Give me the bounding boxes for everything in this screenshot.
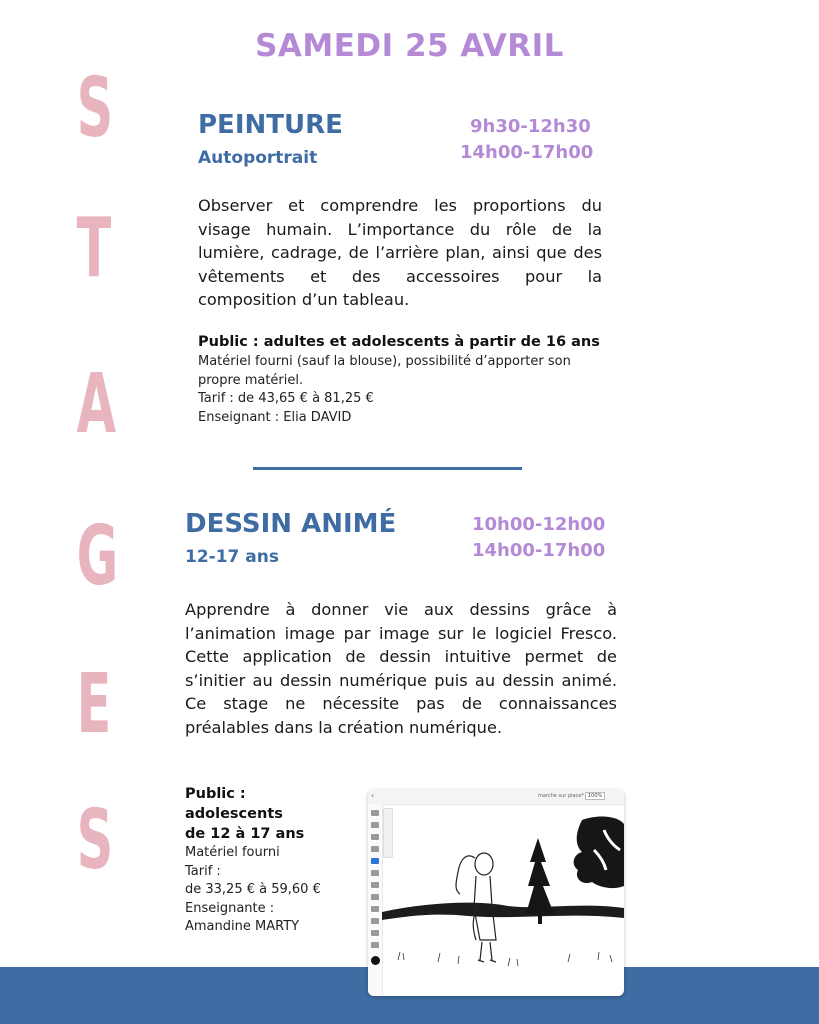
dessin-material: Matériel fourni — [185, 845, 280, 860]
side-title-letter: G — [76, 509, 119, 604]
document-name: marche sur place* — [538, 793, 584, 799]
peinture-hours-afternoon: 14h00-17h00 — [460, 142, 594, 163]
side-title-letter: S — [76, 793, 114, 888]
zoom-level: 100% — [585, 792, 605, 800]
dessin-hours — [472, 512, 605, 564]
side-title-letter: A — [76, 357, 116, 452]
peinture-hours-morning: 9h30-12h30 — [470, 116, 591, 137]
dessin-hours-afternoon: 14h00-17h00 — [472, 540, 606, 561]
dessin-subtitle: 12-17 ans — [185, 547, 279, 567]
dessin-title: DESSIN ANIMÉ — [185, 509, 397, 539]
event-date: SAMEDI 25 AVRIL — [255, 28, 564, 64]
side-title-letter: S — [76, 61, 114, 156]
dessin-teacher-label: Enseignante : — [185, 900, 275, 916]
section-divider — [253, 467, 522, 470]
dessin-description: Apprendre à donner vie aux dessins grâce à l’animation image par image sur le logiciel Fresco. Cette application de dessin intuitive permet de s’initier au dessin numérique puis au dessin animé. Ce stage ne nécessite pas de connaissances préalables dans la création numérique. — [185, 600, 617, 737]
peinture-public: Public : adultes et adolescents à partir de 16 ans — [198, 334, 600, 350]
dessin-public-label: Public : — [185, 786, 246, 802]
dessin-price: de 33,25 € à 59,60 € — [185, 882, 321, 897]
side-title-letter: E — [76, 657, 112, 752]
dessin-public-age: de 12 à 17 ans — [185, 826, 305, 842]
dessin-info — [185, 784, 360, 937]
peinture-info — [198, 334, 608, 427]
peinture-material: Matériel fourni (sauf la blouse), possibilité d’apporter son propre matériel. — [198, 354, 571, 388]
peinture-title: PEINTURE — [198, 110, 343, 140]
side-title-stages — [66, 61, 126, 898]
peinture-description: Observer et comprendre les proportions du visage humain. L’importance du rôle de la lumière, cadrage, de l’arrière plan, ainsi que des vêtements et des accessoires pour la composition d’un tableau. — [198, 196, 602, 309]
back-icon: ‹ — [371, 791, 375, 800]
peinture-hours — [460, 114, 594, 166]
dessin-hours-morning: 10h00-12h00 — [472, 514, 606, 535]
fresco-app-screenshot — [368, 790, 624, 996]
dessin-price-label: Tarif : — [185, 863, 221, 879]
peinture-subtitle: Autoportrait — [198, 148, 318, 168]
dessin-public-audience: adolescents — [185, 806, 283, 822]
animation-canvas — [368, 790, 624, 996]
side-title-letter: T — [76, 201, 112, 296]
peinture-teacher: Enseignant : Elia DAVID — [198, 409, 352, 425]
peinture-price: Tarif : de 43,65 € à 81,25 € — [198, 391, 374, 406]
dessin-teacher: Amandine MARTY — [185, 919, 300, 934]
